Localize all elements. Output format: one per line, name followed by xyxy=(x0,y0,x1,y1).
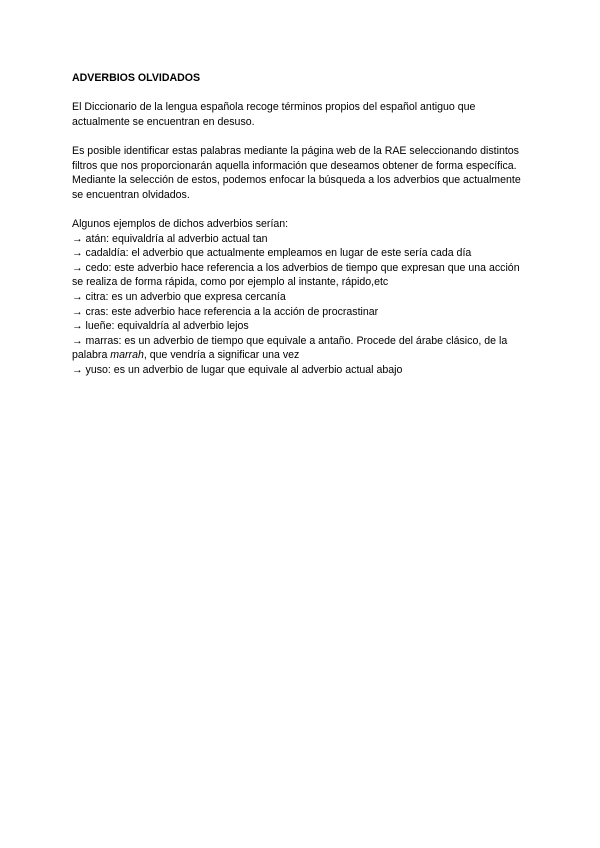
list-item-text: marras: es un adverbio de tiempo que equivale a antaño. Procede del árabe clásico, de la palabra xyxy=(72,334,508,362)
document-title: ADVERBIOS OLVIDADOS xyxy=(72,72,201,84)
list-item-text: cras: este adverbio hace referencia a la acción de procrastinar xyxy=(85,305,379,318)
spacer xyxy=(72,129,532,144)
arrow-icon: → xyxy=(72,334,83,347)
list-item xyxy=(72,334,532,363)
list-item xyxy=(72,319,532,334)
arrow-icon: → xyxy=(72,320,83,333)
list-item xyxy=(72,246,532,261)
list-item xyxy=(72,363,532,378)
list-item-text: yuso: es un adverbio de lugar que equivale al adverbio actual abajo xyxy=(85,363,403,376)
intro-paragraph: El Diccionario de la lengua española recoge términos propios del español antiguo que actualmente se encuentran en desuso. xyxy=(72,101,476,128)
list-item-text: cadaldía: el adverbio que actualmente empleamos en lugar de este sería cada día xyxy=(85,247,472,260)
search-paragraph: Es posible identificar estas palabras mediante la página web de la RAE seleccionando distintos filtros que nos proporcionarán aquella información que deseamos obtener de forma específica. Mediante la selección de estos, podemos enfocar la búsqueda a los adverbios que actualmente se encuentran olvidados. xyxy=(72,144,521,201)
arrow-icon: → xyxy=(72,305,83,318)
spacer xyxy=(72,202,532,217)
list-item-text: , que vendría a significar una vez xyxy=(143,349,300,362)
list-item-italic: marrah xyxy=(110,349,144,362)
arrow-icon: → xyxy=(72,290,83,303)
list-item xyxy=(72,290,532,305)
list-item-text: citra: es un adverbio que expresa cercanía xyxy=(85,290,286,303)
list-item xyxy=(72,305,532,320)
list-item xyxy=(72,232,532,247)
list-item-text: cedo: este adverbio hace referencia a los adverbios de tiempo que expresan que una acción se realiza de forma rápida, como por ejemplo al instante, rápido,etc xyxy=(72,261,520,289)
arrow-icon: → xyxy=(72,232,83,245)
arrow-icon: → xyxy=(72,363,83,376)
list-item-text: lueñe: equivaldría al adverbio lejos xyxy=(85,320,249,333)
document-page xyxy=(72,71,532,377)
list-item-text: atán: equivaldría al adverbio actual tan xyxy=(85,232,268,245)
arrow-icon: → xyxy=(72,247,83,260)
adverb-list xyxy=(72,232,532,378)
list-item xyxy=(72,261,532,290)
list-intro: Algunos ejemplos de dichos adverbios serían: xyxy=(72,217,289,230)
arrow-icon: → xyxy=(72,261,83,274)
spacer xyxy=(72,86,532,101)
